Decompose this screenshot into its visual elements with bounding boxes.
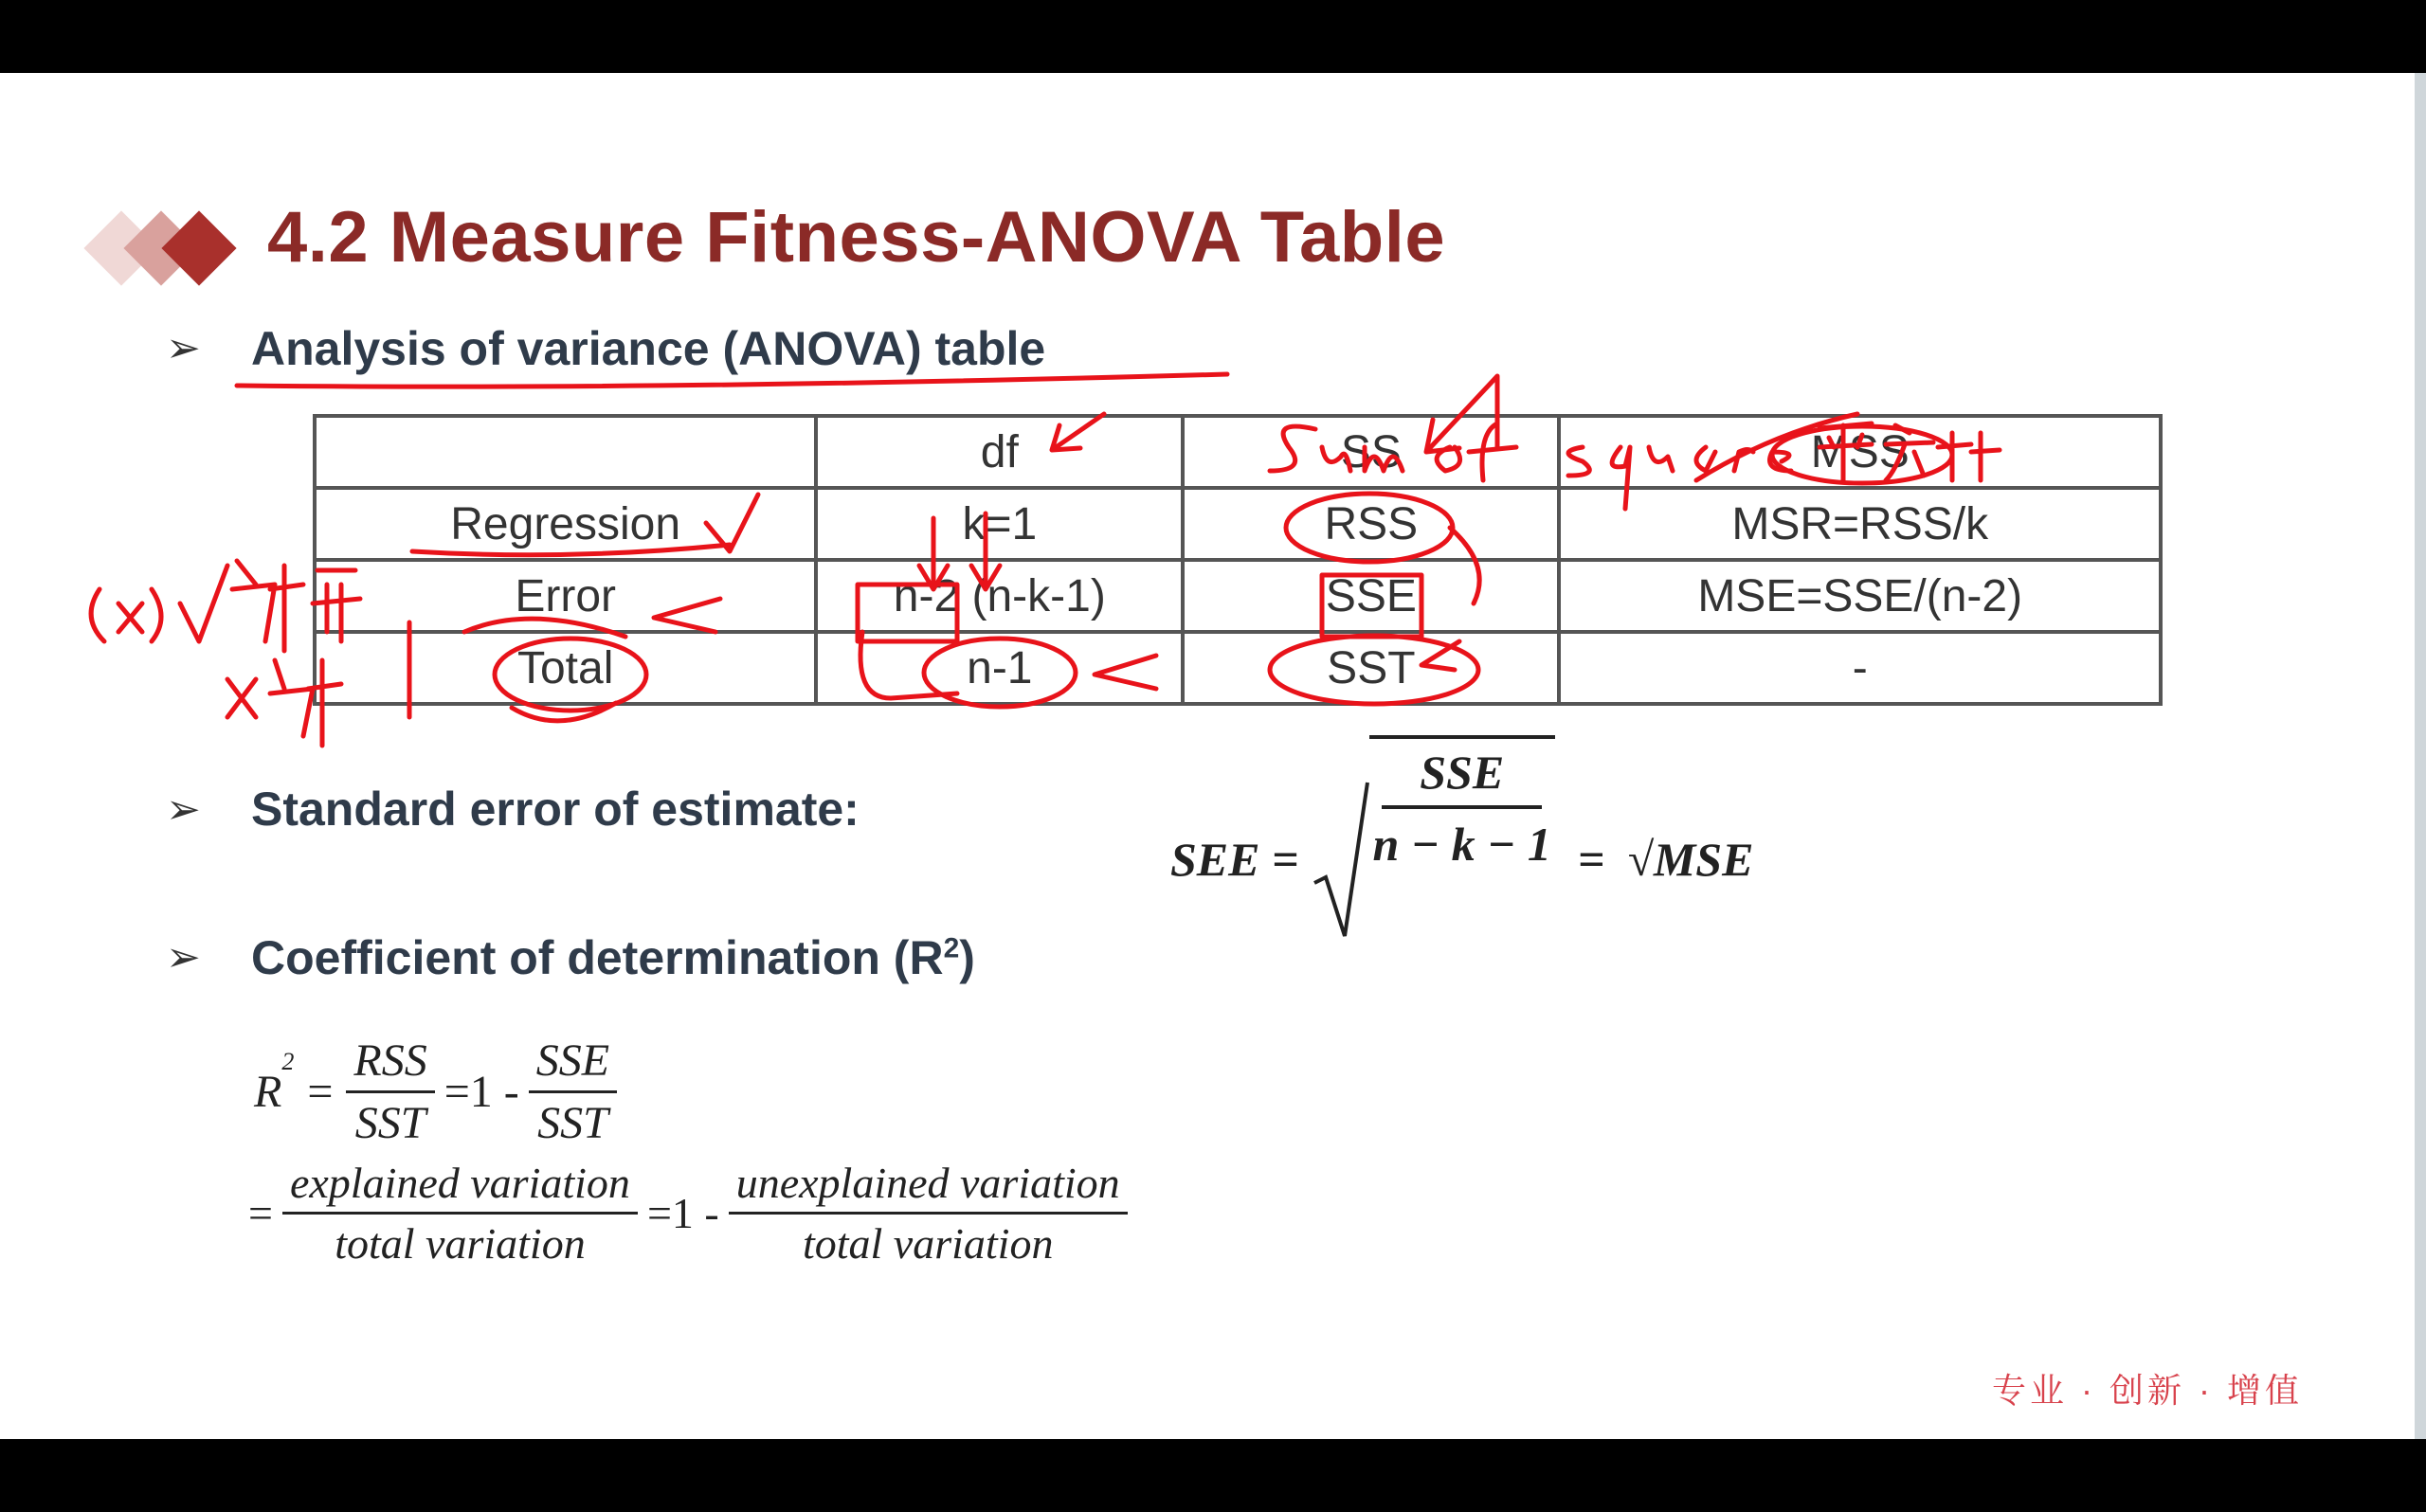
r2-formula-line2 (248, 1158, 1128, 1269)
see-rhs: √MSE (1627, 833, 1754, 886)
bullet-standard-error: Standard error of estimate: (251, 783, 860, 836)
footer-slogan: 专业 · 创新 · 增值 (1992, 1371, 2303, 1410)
r2-eq1: = (307, 1067, 334, 1117)
table-cell (315, 416, 816, 488)
frac-num: RSS (346, 1035, 434, 1093)
table-cell: Total (315, 632, 816, 704)
r2-superscript: 2 (943, 932, 960, 964)
r2-sup: 2 (281, 1048, 295, 1075)
see-denominator: n − k − 1 (1372, 818, 1551, 871)
title-diamond-icon (85, 201, 256, 296)
r2-formula-line1 (254, 1035, 617, 1149)
see-equals: = (1577, 833, 1605, 886)
fraction-explained (282, 1158, 638, 1269)
anova-table (313, 414, 2163, 706)
see-formula (1170, 746, 1754, 940)
frac-num: unexplained variation (729, 1158, 1128, 1215)
frac-num: SSE (529, 1035, 617, 1093)
frac-den: total variation (335, 1219, 586, 1268)
table-cell: n-2 (n-k-1) (816, 560, 1183, 632)
table-cell: RSS (1183, 488, 1559, 560)
sqrt-icon (1313, 779, 1369, 940)
slide (0, 73, 2426, 1439)
table-row (315, 488, 2161, 560)
bullet-coefficient-close: ) (959, 931, 975, 984)
bullet-arrow-icon: ➢ (166, 786, 201, 833)
table-cell: SST (1183, 632, 1559, 704)
table-row (315, 632, 2161, 704)
table-cell: MSR=RSS/k (1559, 488, 2161, 560)
table-cell: SSE (1183, 560, 1559, 632)
table-cell: MSS (1559, 416, 2161, 488)
r2-mid2: =1 - (646, 1189, 719, 1237)
r2-eq2: = (248, 1189, 273, 1237)
table-cell: Error (315, 560, 816, 632)
see-numerator: SSE (1382, 745, 1542, 809)
table-row (315, 560, 2161, 632)
table-cell: MSE=SSE/(n-2) (1559, 560, 2161, 632)
table-header-row (315, 416, 2161, 488)
bullet-arrow-icon: ➢ (166, 934, 201, 981)
fraction-rss-sst (346, 1035, 434, 1149)
see-lhs: SEE = (1170, 833, 1299, 886)
frac-den: total variation (802, 1219, 1054, 1268)
frac-num: explained variation (282, 1158, 638, 1215)
table-cell: - (1559, 632, 2161, 704)
bullet-coefficient (251, 930, 975, 985)
table-cell: n-1 (816, 632, 1183, 704)
bullet-coefficient-text: Coefficient of determination (R (251, 931, 944, 984)
slide-title: 4.2 Measure Fitness-ANOVA Table (267, 197, 1446, 278)
fraction-sse-sst (529, 1035, 617, 1149)
slide-edge (2415, 73, 2426, 1439)
bullet-anova-table: Analysis of variance (ANOVA) table (251, 322, 1046, 375)
see-fraction (1369, 735, 1555, 872)
fraction-unexplained (729, 1158, 1128, 1269)
table-cell: Regression (315, 488, 816, 560)
bullet-arrow-icon: ➢ (166, 325, 201, 371)
table-cell: SS (1183, 416, 1559, 488)
r2-mid1: =1 - (444, 1067, 519, 1117)
table-cell: df (816, 416, 1183, 488)
frac-den: SST (354, 1098, 426, 1148)
table-cell: k=1 (816, 488, 1183, 560)
frac-den: SST (537, 1098, 608, 1148)
r2-lhs: R (254, 1067, 282, 1117)
